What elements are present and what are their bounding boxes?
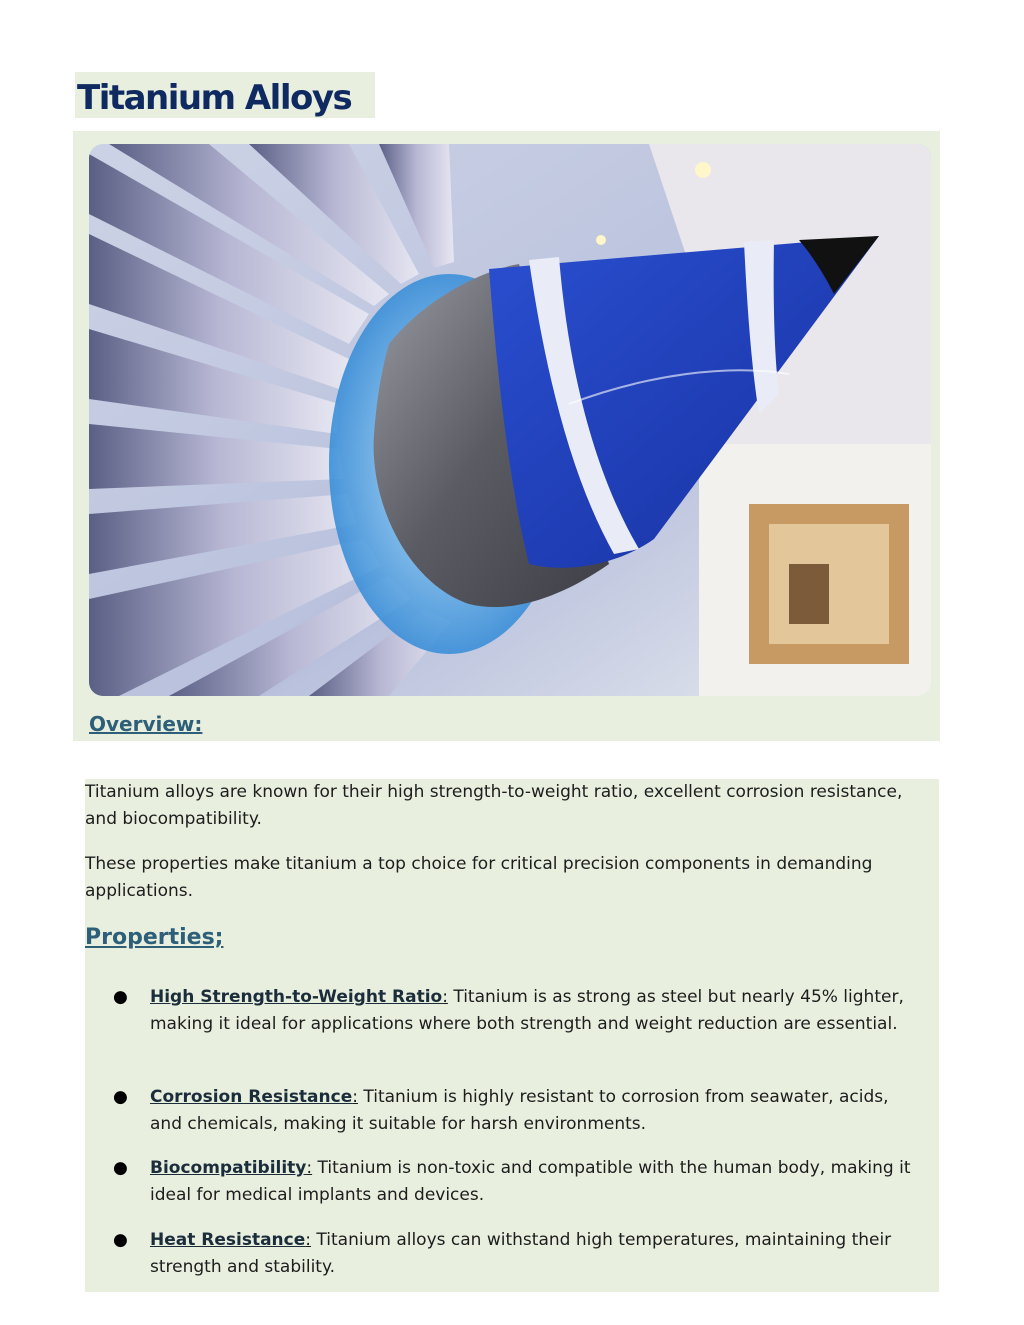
list-item: ● Corrosion Resistance: Titanium is highly resistant to corrosion from seawater, acids, and chemicals, making it suitable for harsh environments. [117, 1084, 917, 1138]
page-title: Titanium Alloys [77, 78, 352, 118]
list-item: ● High Strength-to-Weight Ratio: Titanium is as strong as steel but nearly 45% lighter, making it ideal for applications where both strength and weight reduction are essential. [117, 984, 917, 1038]
intro-paragraph: Titanium alloys are known for their high strength-to-weight ratio, excellent corrosion resistance, and biocompatibility. [85, 782, 903, 829]
properties-heading: Properties; [85, 925, 224, 950]
property-term: Biocompatibility [150, 1158, 307, 1178]
content-panel [85, 779, 939, 1292]
list-item: ● Heat Resistance: Titanium alloys can withstand high temperatures, maintaining their strength and stability. [117, 1227, 917, 1281]
list-item: ● Biocompatibility: Titanium is non-toxic and compatible with the human body, making it ideal for medical implants and devices. [117, 1155, 917, 1209]
property-description: Titanium is highly resistant to corrosion from seawater, acids, and chemicals, making it suitable for harsh environments. [150, 1087, 889, 1134]
bullet-icon: ● [113, 987, 128, 1007]
bullet-icon: ● [113, 1158, 128, 1178]
applications-paragraph: These properties make titanium a top choice for critical precision components in demanding applications. [85, 854, 873, 901]
property-description: Titanium alloys can withstand high temperatures, maintaining their strength and stability. [150, 1230, 892, 1277]
property-description: Titanium is non-toxic and compatible with the human body, making it ideal for medical implants and devices. [150, 1158, 911, 1205]
property-term: High Strength-to-Weight Ratio [150, 987, 443, 1007]
overview-heading: Overview: [89, 712, 203, 736]
property-description: Titanium is as strong as steel but nearly 45% lighter, making it ideal for applications where both strength and weight reduction are essential. [150, 987, 904, 1034]
jet-engine-illustration [89, 144, 931, 696]
bullet-icon: ● [113, 1087, 128, 1107]
bullet-icon: ● [113, 1230, 128, 1250]
property-term: Corrosion Resistance [150, 1087, 353, 1107]
property-term: Heat Resistance [150, 1230, 306, 1250]
hero-image [89, 144, 931, 696]
